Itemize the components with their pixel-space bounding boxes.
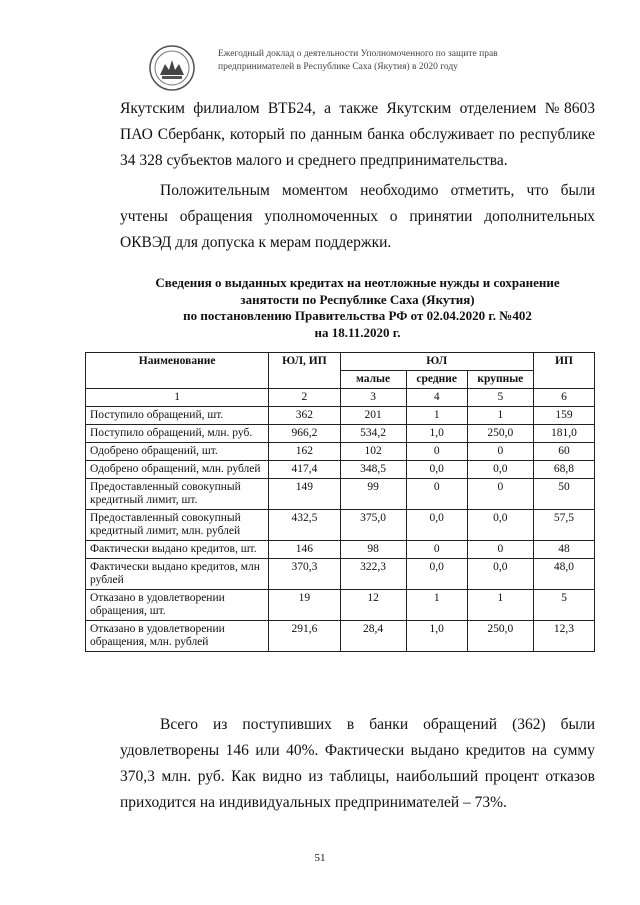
table-cell: 60 [533, 443, 594, 461]
table-cell: 0,0 [467, 461, 533, 479]
table-cell: 250,0 [467, 425, 533, 443]
table-cell: 348,5 [340, 461, 406, 479]
row-label: Одобрено обращений, шт. [86, 443, 269, 461]
table-cell: 291,6 [269, 621, 340, 652]
table-title-line-1: Сведения о выданных кредитах на неотложные нужды и сохранение [155, 275, 560, 290]
header-line-2: предпринимателей в Республике Саха (Якутия) в 2020 году [218, 62, 458, 72]
table-cell: 0 [467, 541, 533, 559]
header-medium: средние [406, 371, 467, 389]
table-cell: 322,3 [340, 559, 406, 590]
table-cell: 98 [340, 541, 406, 559]
table-cell: 0 [467, 443, 533, 461]
row-label: Поступило обращений, шт. [86, 407, 269, 425]
table-row [86, 510, 595, 541]
table-cell: 0,0 [406, 510, 467, 541]
table-row [86, 443, 595, 461]
row-label: Отказано в удовлетворении обращения, шт. [86, 590, 269, 621]
table-row [86, 461, 595, 479]
paragraph-2: Положительным моментом необходимо отметить, что были учтены обращения уполномоченных о принятии дополнительных ОКВЭД для допуска к мерам поддержки. [120, 182, 595, 251]
page-number: 51 [314, 852, 326, 864]
table-cell: 201 [340, 407, 406, 425]
column-number: 3 [340, 389, 406, 407]
column-number: 2 [269, 389, 340, 407]
table-cell: 162 [269, 443, 340, 461]
table-cell: 370,3 [269, 559, 340, 590]
column-number: 6 [533, 389, 594, 407]
table-cell: 5 [533, 590, 594, 621]
header-large: крупные [467, 371, 533, 389]
table-title-line-2: занятости по Республике Саха (Якутия) [240, 291, 475, 307]
row-label: Одобрено обращений, млн. рублей [86, 461, 269, 479]
table-cell: 68,8 [533, 461, 594, 479]
table-cell: 0,0 [406, 559, 467, 590]
table-cell: 1,0 [406, 425, 467, 443]
column-number: 5 [467, 389, 533, 407]
table-cell: 159 [533, 407, 594, 425]
table-cell: 250,0 [467, 621, 533, 652]
table-cell: 417,4 [269, 461, 340, 479]
table-cell: 0,0 [467, 510, 533, 541]
row-label: Предоставленный совокупный кредитный лимит, шт. [86, 479, 269, 510]
table-cell: 0,0 [467, 559, 533, 590]
table-cell: 19 [269, 590, 340, 621]
header-small: малые [340, 371, 406, 389]
header-name: Наименование [86, 353, 269, 389]
table-cell: 0 [406, 443, 467, 461]
table-cell: 534,2 [340, 425, 406, 443]
column-number: 1 [86, 389, 269, 407]
table-cell: 1 [467, 407, 533, 425]
row-label: Фактически выдано кредитов, шт. [86, 541, 269, 559]
table-cell: 181,0 [533, 425, 594, 443]
table-row [86, 425, 595, 443]
table-cell: 1 [406, 590, 467, 621]
row-label: Отказано в удовлетворении обращения, млн. рублей [86, 621, 269, 652]
header-yul-ip: ЮЛ, ИП [269, 353, 340, 389]
table-cell: 50 [533, 479, 594, 510]
credits-table [85, 352, 595, 652]
row-label: Фактически выдано кредитов, млн рублей [86, 559, 269, 590]
header-line-1: Ежегодный доклад о деятельности Уполномоченного по защите прав [218, 49, 498, 59]
table-cell: 0 [406, 541, 467, 559]
row-label: Предоставленный совокупный кредитный лимит, млн. рублей [86, 510, 269, 541]
table-row [86, 559, 595, 590]
table-cell: 0 [406, 479, 467, 510]
table-cell: 362 [269, 407, 340, 425]
table-cell: 102 [340, 443, 406, 461]
table-row [86, 590, 595, 621]
table-cell: 1 [406, 407, 467, 425]
table-cell: 28,4 [340, 621, 406, 652]
header-ip: ИП [533, 353, 594, 389]
table-cell: 432,5 [269, 510, 340, 541]
table-cell: 12,3 [533, 621, 594, 652]
table-cell: 146 [269, 541, 340, 559]
table-title-line-3: по постановлению Правительства РФ от 02.04.2020 г. №402 [183, 308, 532, 323]
table-cell: 48,0 [533, 559, 594, 590]
table-title-line-4: на 18.11.2020 г. [314, 324, 401, 340]
column-number: 4 [406, 389, 467, 407]
emblem-icon [148, 44, 196, 92]
table-cell: 0,0 [406, 461, 467, 479]
table-cell: 1 [467, 590, 533, 621]
paragraph-1: Якутским филиалом ВТБ24, а также Якутским отделением №8603 ПАО Сбербанк, который по данным банка обслуживает по республике 34 328 субъектов малого и среднего предпринимательства. [120, 100, 595, 169]
table-cell: 57,5 [533, 510, 594, 541]
table-cell: 1,0 [406, 621, 467, 652]
row-label: Поступило обращений, млн. руб. [86, 425, 269, 443]
table-cell: 375,0 [340, 510, 406, 541]
paragraph-3: Всего из поступивших в банки обращений (362) были удовлетворены 146 или 40%. Фактически выдано кредитов на сумму 370,3 млн. руб. Как видно из таблицы, наибольший процент отказов приходится на индивидуальных предпринимателей – 73%. [120, 716, 595, 811]
table-title [120, 275, 595, 341]
table-cell: 48 [533, 541, 594, 559]
header-text [218, 48, 558, 74]
header-yul: ЮЛ [340, 353, 533, 371]
table-cell: 12 [340, 590, 406, 621]
table-cell: 0 [467, 479, 533, 510]
column-number-row [86, 389, 595, 407]
table-cell: 966,2 [269, 425, 340, 443]
table-row [86, 621, 595, 652]
table-cell: 99 [340, 479, 406, 510]
table-row [86, 541, 595, 559]
table-row [86, 407, 595, 425]
table-row [86, 479, 595, 510]
table-cell: 149 [269, 479, 340, 510]
